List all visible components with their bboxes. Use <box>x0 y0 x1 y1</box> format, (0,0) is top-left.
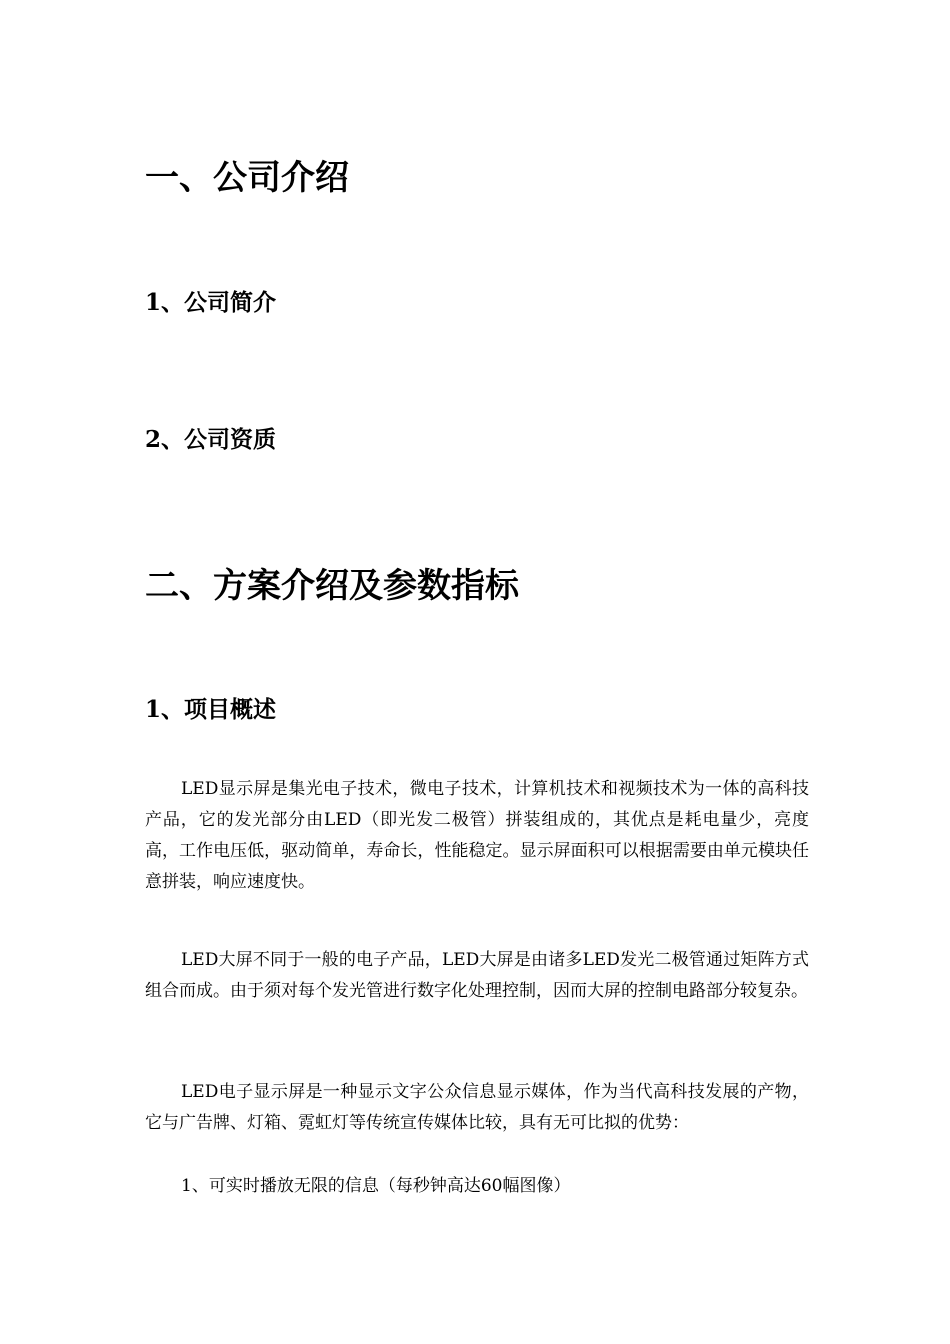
section-1-heading: 一、公司介绍 <box>145 158 349 198</box>
paragraph-led-media: LED电子显示屏是一种显示文字公众信息显示媒体，作为当代高科技发展的产物，它与广告牌、灯箱、霓虹灯等传统宣传媒体比较，具有无可比拟的优势： <box>145 1082 809 1133</box>
company-profile-heading: 1、公司简介 <box>145 289 277 316</box>
paragraph-led-matrix: LED大屏不同于一般的电子产品，LED大屏是由诸多LED发光二极管通过矩阵方式组合而成。由于须对每个发光管进行数字化处理控制，因而大屏的控制电路部分较复杂。 <box>145 950 809 1001</box>
list-item-1: 1、可实时播放无限的信息（每秒钟高达60幅图像） <box>181 1176 571 1196</box>
company-qualification-heading: 2、公司资质 <box>145 426 277 453</box>
section-2-heading: 二、方案介绍及参数指标 <box>145 566 519 606</box>
project-overview-heading: 1、项目概述 <box>145 696 277 723</box>
paragraph-led-intro: LED显示屏是集光电子技术，微电子技术，计算机技术和视频技术为一体的高科技产品，它的发光部分由LED（即光发二极管）拼装组成的，其优点是耗电量少，亮度高，工作电压低，驱动简单，寿命长，性能稳定。显示屏面积可以根据需要由单元模块任意拼装，响应速度快。 <box>145 779 809 892</box>
